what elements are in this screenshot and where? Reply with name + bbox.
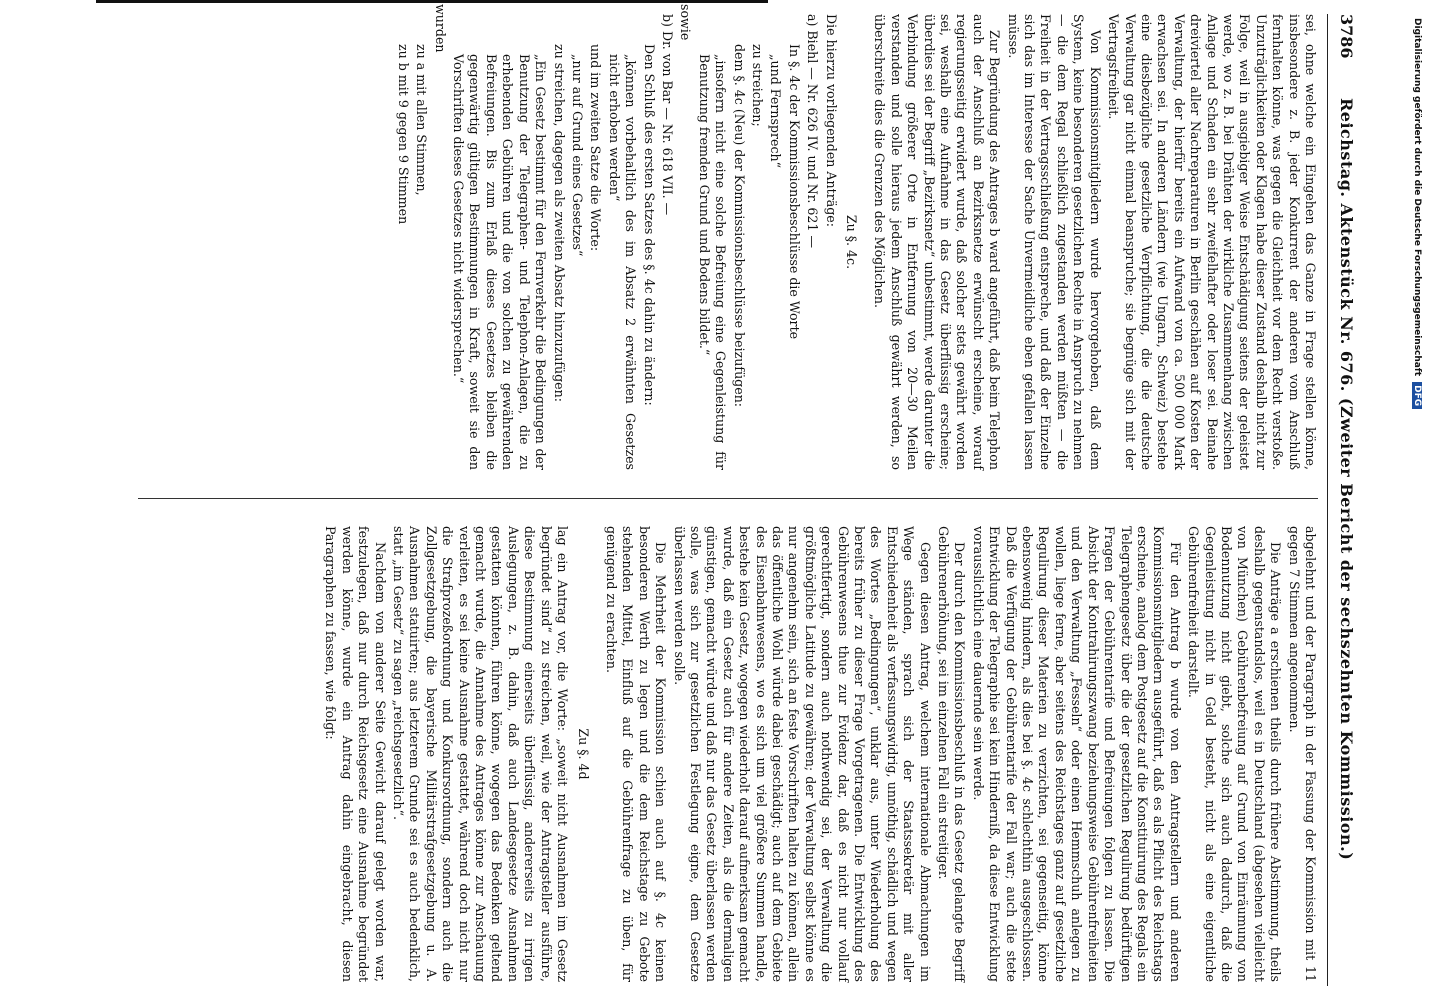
- digitization-credit: [1408, 18, 1422, 982]
- wurden-label: wurden: [432, 4, 448, 53]
- motion-a-text: In §. 4c der Kommissionsbeschlüsse die Worte: [786, 44, 802, 340]
- left-paragraph-1: sei, ohne welche ein Eingehen das Ganze in Frage stellen könne, insbesondere z. B. jeder Konkurrent der anderen vom Anschluß fernhalten könne, was gegen die Gleichheit vor dem Recht verstoße. Unzuträglichkeiten oder Klagen habe dieser Zustand deshalb nicht zur Folge, weil in ausgiebiger Weise Entschädigung seitens der geleistet werde, wo z. B. bei Drähten der wirkliche Zusammenhang zwischen Anlage und Schaden ein sehr zweifelhafter oder loser sei. Beinahe dreiviertel aller Nachreparaturen in Berlin geschähen auf Kosten der Verwaltung, der hierfür bereits ein Aufwand von ca. 500 000 Mark erwachsen sei. In anderen Ländern (wie Ungarn, Schweiz) bestehe eine diesbezügliche gesetzliche Verpflichtung, die die deutsche Verwaltung gar nicht einmal beanspruche; sie begnüge sich mit der Vertragsfreiheit.: [1106, 14, 1318, 470]
- page-header: [1330, 14, 1360, 986]
- motion-b-line: b) Dr. von Bar — Nr. 618 VII. —: [659, 14, 675, 216]
- motion-b-strike: zu streichen, dagegen als zweiten Absatz hinzuzufügen:: [551, 44, 567, 402]
- credit-text: Digitalisierung gefördert durch die Deutsche Forschungsgemeinschaft: [1412, 18, 1422, 377]
- result-a: zu a mit allen Stimmen,: [414, 44, 430, 196]
- right-paragraph-6: Die Mehrheit der Kommission schien auch auf §. 4c keinen besonderen Werth zu legen und die dem Reichstage zu Gebote stehenden Mittel, Einfluß auf die Gebührenfrage zu üben, für genügend zu erachten.: [603, 526, 669, 982]
- right-paragraph-1: abgelehnt und der Paragraph in der Fassung der Kommission mit 11 gegen 7 Stimmen angenommen.: [1286, 526, 1318, 982]
- left-column: [392, 4, 1318, 470]
- motion-b-second-quote: „nur auf Grund eines Gesetzes“: [569, 54, 585, 257]
- section-heading-4d: Zu §. 4d: [575, 728, 591, 780]
- motion-a-new: dem §. 4c (Neu) der Kommissionsbeschlüsse beizufügen:: [731, 44, 747, 408]
- right-paragraph-4: Der durch den Kommissionsbeschluß in das Gesetz gelangte Begriff Gebührenerhöhung, sei im einzelnen Fall ein streitiger.: [936, 526, 968, 982]
- result-b: zu b mit 9 gegen 9 Stimmen: [395, 44, 411, 225]
- sowie-label: sowie: [678, 4, 694, 41]
- motion-a-new-quote: „insofern nicht eine solche Befreiung eine Gegenleistung für Benutzung fremden Grund und Bodens bildet.“: [696, 54, 729, 470]
- left-paragraph-2: Von Kommissionsmitgliedern wurde hervorgehoben, daß dem System, keine besonderen gesetzlichen Rechte in Anspruch zu nehmen — die dem Regal schließlich zugestanden werden müßten — die Freiheit in der Vertragsschließung entspreche, und daß der Einzelne sich das im Interesse der Sache Unvermeidliche eben gefallen lassen müsse.: [1005, 14, 1103, 470]
- motion-a-strike: zu streichen;: [750, 44, 765, 127]
- running-title: Reichstag. Aktenstück Nr. 676. (Zweiter Bericht der sechszehnten Kommission.): [1337, 98, 1356, 861]
- header-rule: [1327, 14, 1328, 986]
- credit-line: [1412, 18, 1422, 409]
- right-column: [320, 526, 1318, 982]
- right-paragraph-8: Nachdem von anderer Seite Gewicht darauf gelegt worden war, festzulegen, daß nur durch Reichsgesetz eine Ausnahme begründet werden könne, wurde ein Antrag dahin eingebracht, diesen Paragraphen zu fassen, wie folgt:: [323, 526, 388, 982]
- motion-b-quote: „können vorbehaltlich des im Absatz 2 erwähnten Gesetzes nicht erhoben werden“: [606, 54, 639, 470]
- right-paragraph-7: lag ein Antrag vor, die Worte: „soweit nicht Ausnahmen im Gesetz begründet sind“ zu streichen, weil, wie der Antragsteller ausführe, diese Bestimmung einerseits überflüssig, andererseits zu irrigen Auslegungen, z. B. dahin, daß auch Landesgesetze Ausnahmen gestatten könnten, führen könne, wogegen das Bedenken geltend gemacht wurde, die Annahme des Antrages könne zur Anschauung verleiten, es sei keine Ausnahme gestattet, während doch nicht nur die Strafprozeßordnung und Konkursordnung, sondern auch die Zollgesetzgebung, die bayerische Militärstrafgesetzgebung u. A. Ausnahmen statuirten; aus letzterem Grunde sei es auch bedenklich, statt „im Gesetz“ zu sagen „reichsgesetzlich“.: [391, 526, 571, 982]
- motion-b-text: Den Schluß des ersten Satzes des §. 4c dahin zu ändern:: [641, 44, 657, 406]
- column-divider: [138, 498, 1318, 499]
- motion-b-final-quote: „Ein Gesetz bestimmt für den Fernverkehr die Bedingungen der Benutzung der Telegraphen- und Telephon-Anlagen, die zu erhebenden Gebühren und die von solchen zu gewährenden Befreiungen. Bis zum Erlaß dieses Gesetzes bleiben die gegenwärtig gültigen Bestimmungen in Kraft, soweit sie den Vorschriften dieses Gesetzes nicht widersprechen.“: [451, 54, 549, 470]
- rotated-page: [76, 0, 1366, 1000]
- motion-a-line: a) Biehl — Nr. 626 IV. und Nr. 621 —: [805, 14, 821, 249]
- section-heading-4c: Zu §. 4c.: [844, 214, 860, 270]
- right-paragraph-5: Gegen diesen Antrag, welchem internationale Abmachungen im Wege ständen, sprach sich der Staatssekretär mit aller Entschiedenheit als verfassungswidrig, unnöthig, schädlich und wegen des Wortes „Bedingungen“, unklar aus, unter Wiederholung des bereits früher zu dieser Frage Vorgetragenen. Die Entwicklung des Gebührenwesens thue zur Evidenz dar, daß es nicht nur vollauf gerechtfertigt, sondern auch nothwendig sei, der Verwaltung die größtmögliche Latitude zu gewähren; der Verwaltung selbst könne es nur angenehm sein, sich an feste Vorschriften halten zu können, allein das öffentliche Wohl würde dabei geschädigt; auch auf dem Gebiete des Eisenbahnwesens, wo es sich um viel größere Summen handle, bestehe kein Gesetz, wogegen wiederholt darauf aufmerksam gemacht wurde, daß ein Gesetz auch für andere Zeiten, als die dermaligen günstigen, gemacht würde und daß nur das Gesetz überlassen werden solle, was sich zur gesetzlichen Festlegung eigne, dem Gesetze überlassen werden solle.: [671, 526, 933, 982]
- motions-intro: Die hierzu vorliegenden Anträge:: [823, 14, 839, 227]
- left-paragraph-3: Zur Begründung des Antrages b ward angeführt, daß beim Telephon auch der Anschluß an Bezirksnetze erwünscht erscheine, worauf regierungsseitig erwidert wurde, daß solcher stets gewährt worden sei, weshalb eine Aufnahme in das Gesetz überflüssig erscheine; überdies sei der Begriff „Bezirksnetz“ unbestimmt, werde darunter die Verbindung größerer Orte in Entfernung von 20—30 Meilen verstanden und solle hieraus jedem Anschluß gewährt werden, so überschreite dies die Grenzen des Möglichen.: [872, 14, 1003, 470]
- page-number: 3786: [1337, 14, 1356, 59]
- dfg-logo: DFG: [1412, 382, 1422, 409]
- right-paragraph-2: Die Anträge a erschienen theils durch frühere Abstimmung, theils deshalb gegenstandslos, weil es in Deutschland (abgesehen vielleicht von München) Gebührenbefreiung auf Grund von Einräumung von Bodennutzung nicht giebt, solche sich auch dadurch, daß die Gegenleistung nicht in Geld besteht, nicht als eine eigentliche Gebührenfreiheit darstellt.: [1186, 526, 1284, 982]
- right-paragraph-3: Für den Antrag b wurde von den Antragstellern und anderen Kommissionsmitgliedern ausgeführt, daß es als Pflicht des Reichstags erscheine, analog dem Postgesetz auf die Konstituirung des Regals ein Telegraphengesetz über die der gesetzlichen Regulirung bedürftigen Fragen der Gebührentarife und Befreiungen folgen zu lassen. Die Absicht der Kontrahirungszwang beziehungsweise Gebührenfreiheiten und den Verwaltung „Fesseln“ oder einen Hemmschuh anlegen zu wollen, liege ferne, aber seitens des Reichstages ganz auf gesetzliche Regulirung dieser Materien zu verzichten, sei gegenseitig, könne ebensowenig hindern, als dies bei §. 4c schlechthin ausgeschlossen. Daß die Verfügung der Gebührentarife der Fall war; auch die stete Entwicklung der Telegraphie sei kein Hinderniß, da diese Entwicklung vorausslichtlich eine dauernde sein werde.: [970, 526, 1183, 982]
- motion-a-quote: „und Fernsprech“: [768, 54, 784, 169]
- motion-b-second: und im zweiten Satze die Worte:: [588, 44, 604, 252]
